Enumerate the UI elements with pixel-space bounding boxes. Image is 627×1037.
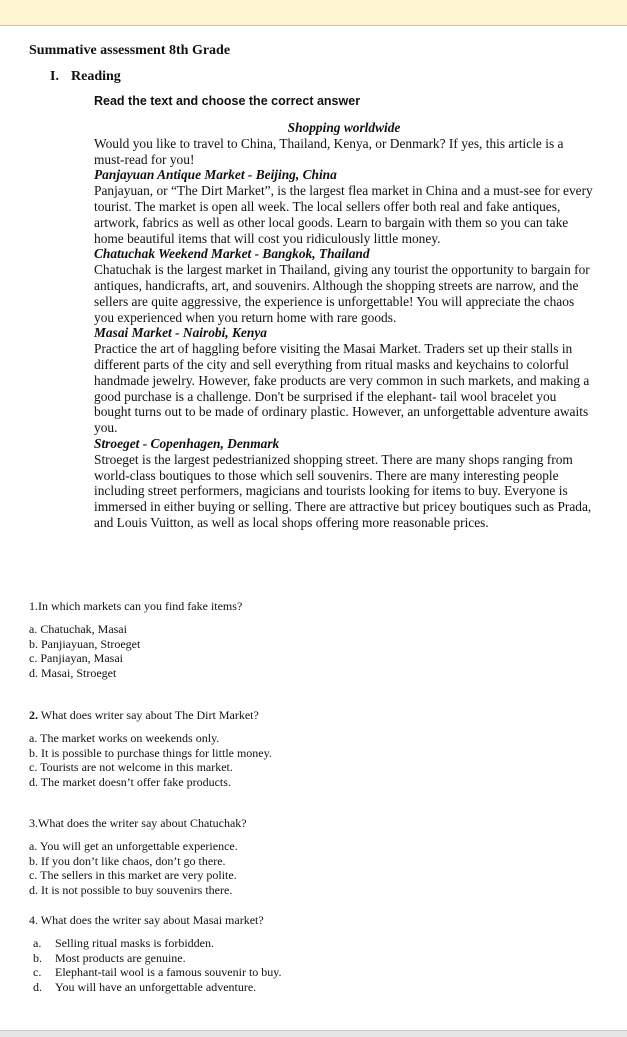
option-letter: c. bbox=[33, 965, 42, 980]
question-text: What does writer say about The Dirt Market? bbox=[38, 708, 259, 722]
option-text: Selling ritual masks is forbidden. bbox=[55, 936, 214, 950]
question-2 bbox=[29, 708, 599, 789]
document-title: Summative assessment 8th Grade bbox=[29, 43, 231, 58]
answer-option-b: b. If you don’t like chaos, don’t go there. bbox=[29, 853, 226, 868]
answer-option-c: c. The sellers in this market are very polite. bbox=[29, 868, 237, 883]
question-1 bbox=[29, 599, 599, 680]
article-intro: Would you like to travel to China, Thailand, Kenya, or Denmark? If yes, this article is a must-read for you! bbox=[94, 135, 564, 167]
answer-option-d: d. It is not possible to buy souvenirs there. bbox=[29, 882, 233, 897]
option-letter: b. bbox=[33, 950, 42, 965]
reading-article bbox=[94, 120, 594, 531]
market-text-masai: Practice the art of haggling before visiting the Masai Market. Traders set up their stalls in different parts of the city and sell everything from ritual masks and keychains to colorful handmade jewelry. However, fake products are very common in such markets, and making a good purchase is a challenge. Don't be surprised if the elephant- tail wool bracelet you bought turns out to be made of ordinary plastic. However, an unforgettable adventure awaits you. bbox=[94, 341, 590, 436]
article-title: Shopping worldwide bbox=[287, 120, 401, 135]
option-letter: a. bbox=[33, 936, 42, 950]
answer-option-b: b. It is possible to purchase things for little money. bbox=[29, 745, 272, 760]
option-text: Most products are genuine. bbox=[55, 950, 186, 965]
section-label: Reading bbox=[71, 69, 121, 84]
question-3 bbox=[29, 816, 599, 897]
section-heading bbox=[50, 69, 121, 85]
answer-option-d: d. Masai, Stroeget bbox=[29, 665, 117, 680]
question-number: 2. bbox=[29, 708, 38, 722]
option-letter: d. bbox=[33, 979, 42, 994]
answer-option-b bbox=[29, 951, 599, 966]
answer-option-a: a. You will get an unforgettable experience. bbox=[29, 839, 238, 853]
answer-option-a: a. Chatuchak, Masai bbox=[29, 622, 127, 636]
question-stem bbox=[29, 708, 599, 722]
viewer-top-bar bbox=[0, 0, 627, 26]
market-text-chatuchak: Chatuchak is the largest market in Thailand, giving any tourist the opportunity to bargain for antiques, handicrafts, art, and souvenirs. Although the shopping streets are narrow, and the sellers are quite aggressive, the experience is unforgettable! You will appreciate the chaos you experienced when you return home with rare goods. bbox=[94, 262, 590, 325]
market-text-stroeget: Stroeget is the largest pedestrianized shopping street. There are many shops ranging from world-class boutiques to those which sell souvenirs. There are many interesting people including street performers, magicians and tourists looking for items to buy. Everyone is immersed in either buying or selling. There are attractive but pricey boutiques such as Prada, and Louis Vuitton, as well as local shops offering more reasonable prices. bbox=[94, 451, 592, 530]
market-heading-chatuchak: Chatuchak Weekend Market - Bangkok, Thailand bbox=[94, 246, 370, 262]
question-stem: 3.What does the writer say about Chatuchak? bbox=[29, 816, 247, 830]
market-heading-panjayuan: Panjayuan Antique Market - Beijing, China bbox=[94, 167, 337, 183]
market-heading-stroeget: Stroeget - Copenhagen, Denmark bbox=[94, 435, 280, 451]
answer-option-a bbox=[29, 936, 599, 951]
option-text: Elephant-tail wool is a famous souvenir to buy. bbox=[55, 965, 282, 980]
answer-option-c: c. Panjiayan, Masai bbox=[29, 651, 123, 666]
answer-option-a: a. The market works on weekends only. bbox=[29, 731, 220, 745]
answer-option-d: d. The market doesn’t offer fake products. bbox=[29, 774, 231, 789]
question-stem: 1.In which markets can you find fake items? bbox=[29, 599, 243, 613]
section-numeral: I. bbox=[50, 69, 59, 84]
instruction-text: Read the text and choose the correct answer bbox=[94, 94, 361, 108]
question-4 bbox=[29, 913, 599, 994]
answer-option-b: b. Panjiayuan, Stroeget bbox=[29, 636, 141, 651]
answer-option-d bbox=[29, 980, 599, 995]
option-text: You will have an unforgettable adventure. bbox=[55, 979, 257, 994]
answer-option-c bbox=[29, 965, 599, 980]
answer-option-c: c. Tourists are not welcome in this market. bbox=[29, 760, 233, 775]
market-text-panjayuan: Panjayuan, or “The Dirt Market”, is the largest flea market in China and a must-see for every tourist. The market is open all week. The local sellers offer both real and fake antiques, artwork, fabrics as well as other local goods. Learn to bargain with them so you can take home beautiful items that will cost you ridiculously little money. bbox=[94, 183, 593, 246]
question-stem: 4. What does the writer say about Masai market? bbox=[29, 913, 264, 927]
market-heading-masai: Masai Market - Nairobi, Kenya bbox=[94, 325, 267, 341]
